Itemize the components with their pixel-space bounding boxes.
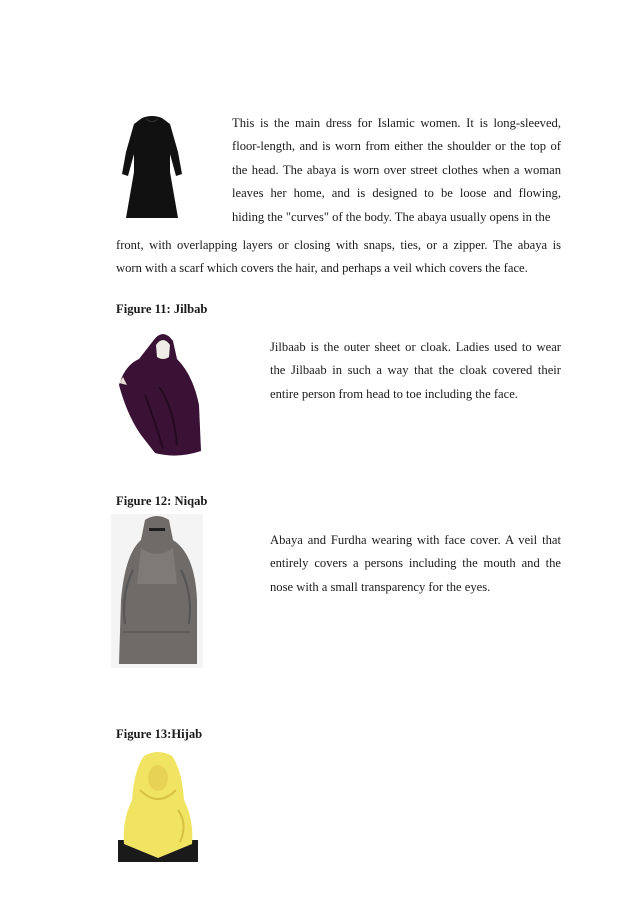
jilbab-image <box>115 325 205 461</box>
niqab-line-2: entirely covers a persons including the mouth and the <box>270 556 561 571</box>
abaya-line-1: This is the main dress for Islamic women. It is long-sleeved, <box>232 116 561 130</box>
jilbab-description <box>270 336 561 406</box>
abaya-line-3: the head. The abaya is worn over street clothes when a woman <box>232 162 561 177</box>
abaya-image <box>112 112 192 222</box>
figure-11-caption: Figure 11: Jilbab <box>116 302 208 316</box>
niqab-image <box>111 514 203 668</box>
abaya-description <box>232 112 561 229</box>
abaya-line-2: floor-length, and is worn from either the shoulder or the top of <box>232 139 561 154</box>
niqab-line-1: Abaya and Furdha wearing with face cover. A veil that <box>270 533 561 547</box>
jilbab-line-3: entire person from head to toe including the face. <box>270 386 518 401</box>
jilbab-line-1: Jilbaab is the outer sheet or cloak. Ladies used to wear <box>270 340 561 354</box>
abaya-description-continued <box>116 234 561 281</box>
abaya-line-4: leaves her home, and is designed to be loose and flowing, <box>232 186 561 201</box>
hijab-image <box>118 750 198 862</box>
figure-12-caption: Figure 12: Niqab <box>116 494 208 508</box>
niqab-line-3: nose with a small transparency for the eyes. <box>270 579 491 594</box>
jilbab-line-2: the Jilbaab in such a way that the cloak covered their <box>270 363 561 378</box>
abaya-line-5: hiding the "curves" of the body. The abaya usually opens in the <box>232 209 551 224</box>
abaya-cont-line-2: worn with a scarf which covers the hair, and perhaps a veil which covers the face. <box>116 261 528 276</box>
niqab-description <box>270 529 561 599</box>
abaya-cont-line-1: front, with overlapping layers or closing with snaps, ties, or a zipper. The abaya is <box>116 238 561 252</box>
figure-13-caption: Figure 13:Hijab <box>116 727 203 741</box>
